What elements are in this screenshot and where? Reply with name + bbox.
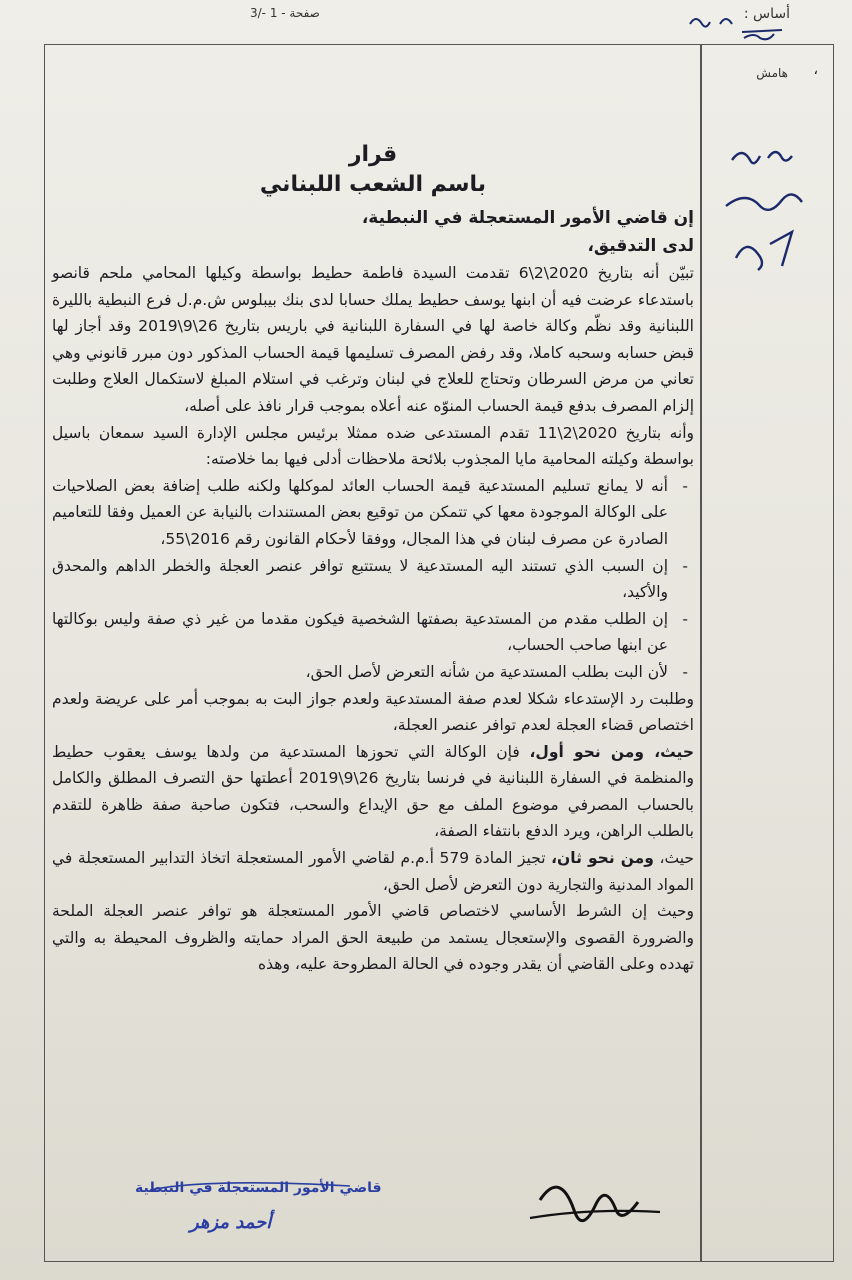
first-point-text: فإن الوكالة التي تحوزها المستدعية من ولدها يوسف يعقوب حطيط والمنظمة في السفارة اللبنانية في فرنسا بتاريخ 26\9\2019 أعطتها حق التصرف المطلق والكامل بالحساب المصرفي موضوع الملف مع حق الإيداع والسحب، فتكون صاحبة صفة ظاهرة للتقدم بالطلب الراهن، ويرد الدفع بانتفاء الصفة، bbox=[52, 742, 694, 841]
second-point-lead: ومن نحو ثان، bbox=[551, 849, 654, 868]
second-point-prefix: حيث، bbox=[653, 849, 694, 868]
paragraph-urgency: وحيث إن الشرط الأساسي لاختصاص قاضي الأمور المستعجلة هو توافر عنصر العجلة الملحة والضرورة القصوى والإستعجال يستمد من طبيعة الحق المراد حمايته والظروف المحيطة به والتي تهدده وعلى القاضي أن يقدر وجوده في الحالة المطروحة عليه، وهذه bbox=[52, 902, 694, 974]
first-point-lead: حيث، ومن نحو أول، bbox=[529, 742, 694, 761]
handwritten-reference bbox=[682, 2, 792, 42]
bullet-item: - إن السبب الذي تستند اليه المستدعية لا يستتبع توافر عنصر العجلة والخطر الداهم والمحدق والأكيد، bbox=[52, 553, 694, 606]
margin-mark: ، bbox=[813, 62, 818, 78]
margin-title: هامش bbox=[756, 66, 788, 80]
margin-handwriting bbox=[712, 140, 822, 280]
paragraph-facts: تبيّن أنه بتاريخ 2020\2\6 تقدمت السيدة فاطمة حطيط بواسطة وكيلها المحامي ملحم قانصو باستدعاء عرضت فيه أن ابنها يوسف حطيط يملك حسابا لدى بنك بيبلوس ش.م.ل فرع النبطية بالليرة اللبنانية وقد نظّم وكالة خاصة لها في السفارة اللبنانية في باريس بتاريخ 26\9\2019 وقد أجاز لها قبض حسابه وسحبه كاملا، وقد رفض المصرف تسليمها قيمة الحساب المذكور دون مبرر قانوني وهي تعاني من مرض السرطان وتحتاج للعلاج في لبنان وترغب في استلام المبلغ لاستكمال العلاج وطلبت إلزام المصرف بدفع قيمة الحساب المنوّه عنه أعلاه بموجب قرار نافذ على أصله، bbox=[52, 264, 694, 415]
bullet-item: - أنه لا يمانع تسليم المستدعية قيمة الحساب العائد لموكلها ولكنه طلب إضافة بعض الصلاحيات على الوكالة الموجودة معها كي تتمكن من توقيع بعض المستندات بالنيابة عن العميل وفقا للتعاميم الصادرة عن مصرف لبنان في هذا المجال، ووفقا لأحكام القانون رقم 2016\55، bbox=[52, 473, 694, 553]
margin-divider bbox=[700, 44, 702, 1262]
judge-line: إن قاضي الأمور المستعجلة في النبطية، bbox=[361, 208, 694, 228]
page-number: صفحة - 1 -/3 bbox=[250, 6, 320, 20]
bullet-item: - إن الطلب مقدم من المستدعية بصفتها الشخصية فيكون مقدما من غير ذي صفة وليس بوكالتها عن ابنها صاحب الحساب، bbox=[52, 606, 694, 659]
decision-subtitle: باسم الشعب اللبناني bbox=[259, 172, 487, 197]
paragraph-second-point bbox=[52, 845, 694, 898]
court-stamp-name: أحمد مزهر bbox=[190, 1212, 272, 1233]
paragraph-request: وطلبت رد الإستدعاء شكلا لعدم صفة المستدعية ولعدم جواز البت به بموجب أمر على عريضة ولعدم اختصاص قضاء العجلة لعدم توافر عنصر العجلة، bbox=[52, 689, 694, 735]
second-point-text: تجيز المادة 579 أ.م.م لقاضي الأمور المستعجلة اتخاذ التدابير المستعجلة في المواد المدنية والتجارية دون التعرض لأصل الحق، bbox=[52, 849, 694, 894]
review-line: لدى التدقيق، bbox=[587, 236, 694, 256]
paragraph-first-point bbox=[52, 739, 694, 845]
court-stamp-title: قاضي الأمور المستعجلة في النبطية bbox=[135, 1180, 382, 1196]
bullet-item: - لأن البت بطلب المستدعية من شأنه التعرض لأصل الحق، bbox=[52, 659, 694, 686]
decision-title: قرار bbox=[348, 142, 398, 167]
paragraph-response: وأنه بتاريخ 2020\2\11 تقدم المستدعى ضده ممثلا برئيس مجلس الإدارة السيد سمعان باسيل بواسطة وكيلته المحامية مايا المجذوب بلائحة ملاحظات أدلى فيها بما خلاصته: bbox=[52, 423, 695, 469]
decision-body bbox=[52, 140, 694, 978]
asas-label: أساس : bbox=[743, 6, 790, 22]
